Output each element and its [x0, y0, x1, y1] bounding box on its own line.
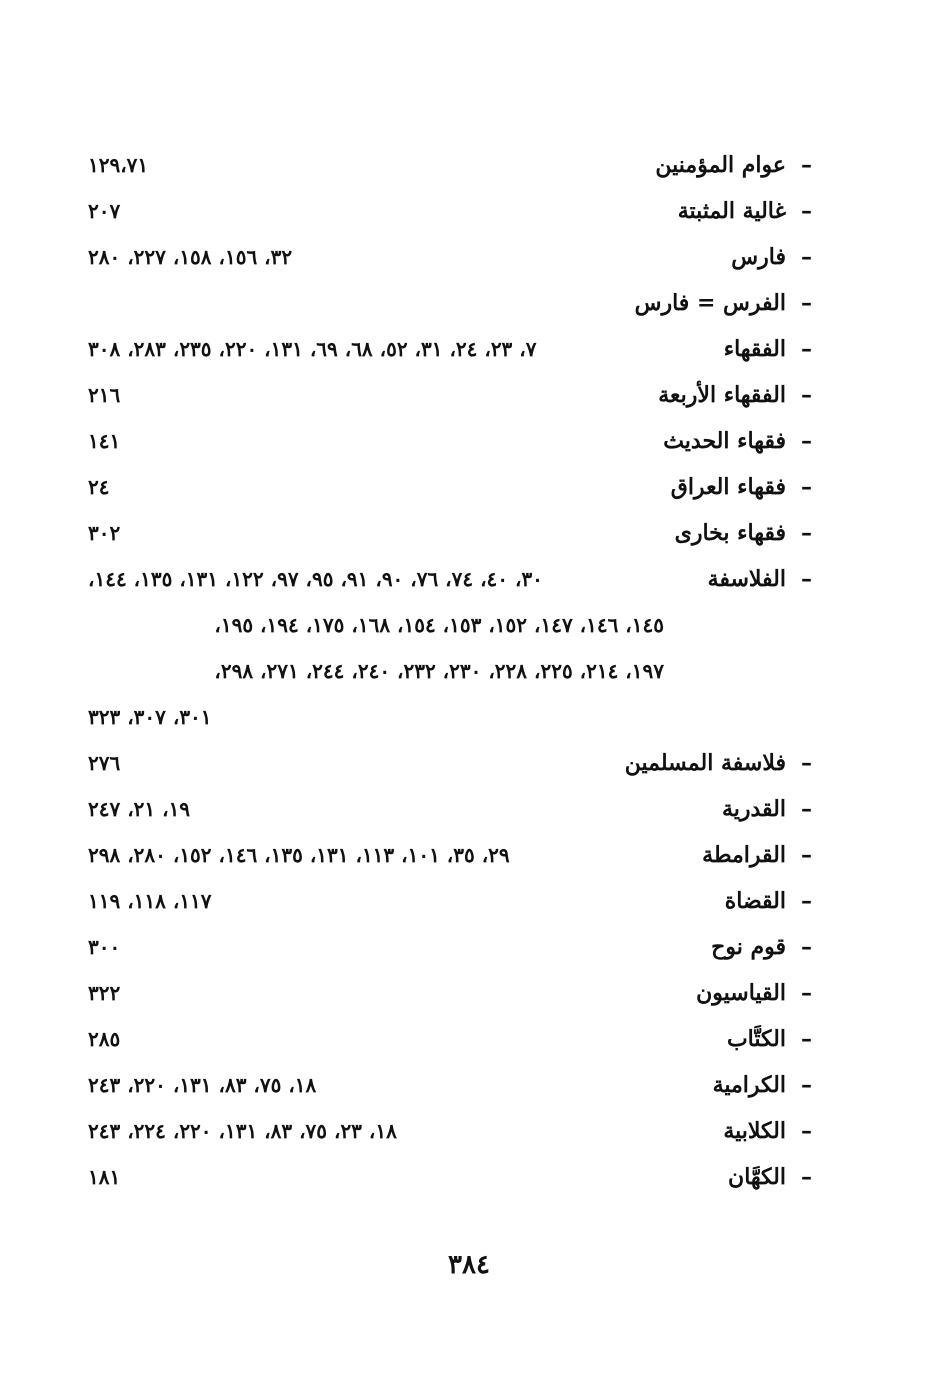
entry-term: فقهاء الحديث — [663, 428, 786, 454]
entry-term: غالية المثبتة — [677, 198, 786, 224]
entry-dash: – — [801, 1026, 812, 1052]
entry-dash: – — [801, 1072, 812, 1098]
entry-dash: – — [801, 842, 812, 868]
index-entry — [80, 1018, 820, 1064]
entry-pages: ١١٧، ١١٨، ١١٩ — [88, 889, 212, 913]
entry-pages: ٢٩، ٣٥، ١٠١، ١١٣، ١٣١، ١٣٥، ١٤٦، ١٥٢، ٢٨٠، ٢٩٨ — [88, 843, 510, 867]
entry-term: الكتَّاب — [726, 1026, 786, 1052]
entry-dash: – — [801, 796, 812, 822]
entry-term: الكهَّان — [728, 1164, 786, 1190]
entry-term: عوام المؤمنين — [655, 152, 786, 178]
index-entry — [80, 834, 820, 880]
entry-pages: ٣٢، ١٥٦، ١٥٨، ٢٢٧، ٢٨٠ — [88, 245, 293, 269]
entry-pages: ٧، ٢٣، ٢٤، ٣١، ٥٢، ٦٨، ٦٩، ١٣١، ٢٢٠، ٢٣٥، ٢٨٣، ٣٠٨ — [88, 337, 537, 361]
index-entry — [80, 512, 820, 558]
entry-dash: – — [801, 888, 812, 914]
entry-pages: ٣٠٢ — [88, 521, 121, 545]
entry-dash: – — [801, 152, 812, 178]
entry-pages: ٢٧٦ — [88, 751, 121, 775]
entry-pages-continuation: ٣٠١، ٣٠٧، ٣٢٣ — [88, 705, 212, 729]
index-entry — [80, 282, 820, 328]
index-entry-continuation — [80, 650, 820, 696]
entry-term: قوم نوح — [711, 934, 786, 960]
index-entry — [80, 558, 820, 604]
entry-dash: – — [801, 520, 812, 546]
entry-term: الفلاسفة — [707, 566, 786, 592]
entry-pages-continuation: ١٩٧، ٢١٤، ٢٢٥، ٢٢٨، ٢٣٠، ٢٣٢، ٢٤٠، ٢٤٤، ٢٧١، ٢٩٨، — [214, 659, 664, 683]
entry-pages: ١٨، ٢٣، ٧٥، ٨٣، ١٣١، ٢٢٠، ٢٢٤، ٢٤٣ — [88, 1119, 397, 1143]
index-entry — [80, 190, 820, 236]
index-entry — [80, 466, 820, 512]
index-entry — [80, 144, 820, 190]
entry-dash: – — [801, 428, 812, 454]
entry-pages: ٣٠، ٤٠، ٧٤، ٧٦، ٩٠، ٩١، ٩٥، ٩٧، ١٢٢، ١٣١، ١٣٥، ١٤٤، — [88, 567, 543, 591]
index-entry-continuation — [80, 696, 820, 742]
index-entry-continuation — [80, 604, 820, 650]
entry-pages: ٢٨٥ — [88, 1027, 121, 1051]
entry-dash: – — [801, 290, 812, 316]
entry-pages: ٢١٦ — [88, 383, 121, 407]
entry-term: القياسيون — [696, 980, 786, 1006]
entry-term: الفرس = فارس — [634, 290, 786, 316]
entry-term: الفقهاء الأربعة — [658, 382, 786, 408]
index-entry — [80, 742, 820, 788]
entry-term: الفقهاء — [723, 336, 786, 362]
entry-dash: – — [801, 566, 812, 592]
entry-pages: ١٤١ — [88, 429, 121, 453]
index-entry — [80, 788, 820, 834]
index-entry — [80, 972, 820, 1018]
index-entry — [80, 1110, 820, 1156]
entry-term: الكرامية — [712, 1072, 786, 1098]
entry-pages: ٣٠٠ — [88, 935, 121, 959]
index-entry — [80, 374, 820, 420]
entry-pages-continuation: ١٤٥، ١٤٦، ١٤٧، ١٥٢، ١٥٣، ١٥٤، ١٦٨، ١٧٥، ١٩٤، ١٩٥، — [214, 613, 664, 637]
page-number: ٣٨٤ — [448, 1250, 490, 1280]
entry-dash: – — [801, 198, 812, 224]
entry-pages: ٢٤ — [88, 475, 110, 499]
index-entry — [80, 236, 820, 282]
entry-dash: – — [801, 980, 812, 1006]
entry-dash: – — [801, 244, 812, 270]
entry-dash: – — [801, 382, 812, 408]
entry-dash: – — [801, 474, 812, 500]
entry-term: فلاسفة المسلمين — [624, 750, 786, 776]
index-entry — [80, 1064, 820, 1110]
index-entry — [80, 926, 820, 972]
entry-pages: ٢٠٧ — [88, 199, 121, 223]
entry-term: فقهاء بخارى — [674, 520, 786, 546]
entry-term: فقهاء العراق — [670, 474, 786, 500]
index-entry — [80, 880, 820, 926]
entry-dash: – — [801, 1164, 812, 1190]
entry-dash: – — [801, 1118, 812, 1144]
index-entries — [80, 144, 820, 1202]
entry-pages: ١٨١ — [88, 1165, 121, 1189]
entry-term: فارس — [731, 244, 786, 270]
index-entry — [80, 1156, 820, 1202]
entry-term: القدرية — [721, 796, 786, 822]
index-entry — [80, 328, 820, 374]
entry-pages: ١٩، ٢١، ٢٤٧ — [88, 797, 191, 821]
entry-dash: – — [801, 934, 812, 960]
entry-pages: ٣٢٢ — [88, 981, 121, 1005]
entry-dash: – — [801, 336, 812, 362]
index-entry — [80, 420, 820, 466]
entry-term: القرامطة — [702, 842, 786, 868]
entry-pages: ١٨، ٧٥، ٨٣، ١٣١، ٢٢٠، ٢٤٣ — [88, 1073, 317, 1097]
entry-pages: ١٢٩،٧١ — [88, 153, 149, 177]
entry-dash: – — [801, 750, 812, 776]
entry-term: الكلابية — [723, 1118, 786, 1144]
entry-term: القضاة — [724, 888, 786, 914]
